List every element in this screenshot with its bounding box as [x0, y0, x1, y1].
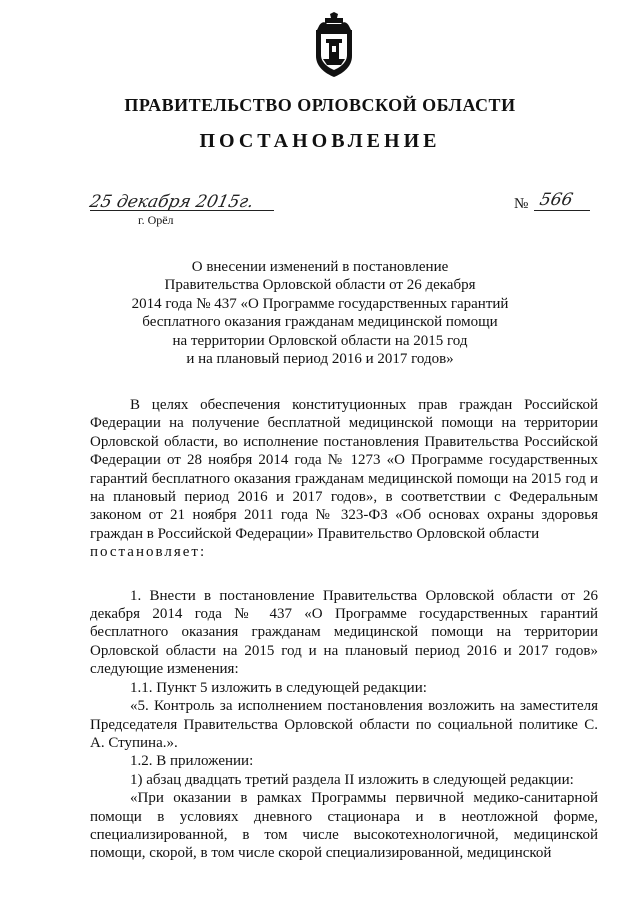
- date-underline: [90, 210, 274, 211]
- clause-1-2: 1.2. В приложении:: [130, 753, 254, 770]
- clause-1-1: 1.1. Пункт 5 изложить в следующей редакции:: [130, 679, 427, 696]
- handwritten-date: 25 декабря 2015г.: [87, 192, 256, 212]
- number-label: №: [514, 196, 529, 212]
- resolves-word: постановляет:: [90, 544, 207, 561]
- subject-line: 2014 года № 437 «О Программе государственных гарантий: [131, 295, 509, 312]
- document-subject: [100, 258, 540, 368]
- subject-line: О внесении изменений в постановление: [191, 259, 449, 275]
- document-type-title: ПОСТАНОВЛЕНИЕ: [199, 130, 441, 152]
- subject-line: бесплатного оказания гражданам медицинской помощи: [142, 314, 498, 331]
- clause-1-2-1-text: «При оказании в рамках Программы первичной медико-санитарной помощи в условиях дневного стационара и в неотложной форме, специализированной, в том числе высокотехнологичной, медицинской помощи, скорой, в том числе скорой специализированной, медицинской: [90, 790, 598, 862]
- number-underline: [534, 210, 590, 211]
- clause-1: 1. Внести в постановление Правительства Орловской области от 26 декабря 2014 года № 437 «О Программе государственных гарантий бесплатного оказания гражданам медицинской помощи на территории Орловской области на 2015 год и на плановый период 2016 и 2017 годов» следующие изменения:: [90, 587, 598, 678]
- handwritten-number: 566: [537, 190, 575, 210]
- subject-line: на территории Орловской области на 2015 год: [172, 332, 468, 349]
- preamble-paragraph: В целях обеспечения конституционных прав граждан Российской Федерации на получение бесплатной медицинской помощи на территории Орловской области, во исполнение постановления Правительства Российской Федерации от 28 ноября 2014 года № 1273 «О Программе государственных гарантий бесплатного оказания гражданам медицинской помощи на 2015 год и на плановый период 2016 и 2017 годов», в соответствии с Федеральным законом от 21 ноября 2011 года № 323-ФЗ «Об основах охраны здоровья граждан в Российской Федерации» Правительство Орловской области: [90, 397, 598, 542]
- city-label: г. Орёл: [138, 213, 174, 227]
- clause-1-2-1: 1) абзац двадцать третий раздела II изложить в следующей редакции:: [130, 771, 574, 788]
- coat-of-arms-emblem: [311, 12, 357, 78]
- government-title: ПРАВИТЕЛЬСТВО ОРЛОВСКОЙ ОБЛАСТИ: [124, 95, 516, 115]
- document-body: [90, 396, 598, 863]
- subject-line: и на плановый период 2016 и 2017 годов»: [186, 351, 454, 368]
- subject-line: Правительства Орловской области от 26 декабря: [164, 277, 476, 294]
- clause-1-1-text: «5. Контроль за исполнением постановления возложить на заместителя Председателя Правительства Орловской области по социальной политике С. А. Ступина.».: [90, 698, 598, 751]
